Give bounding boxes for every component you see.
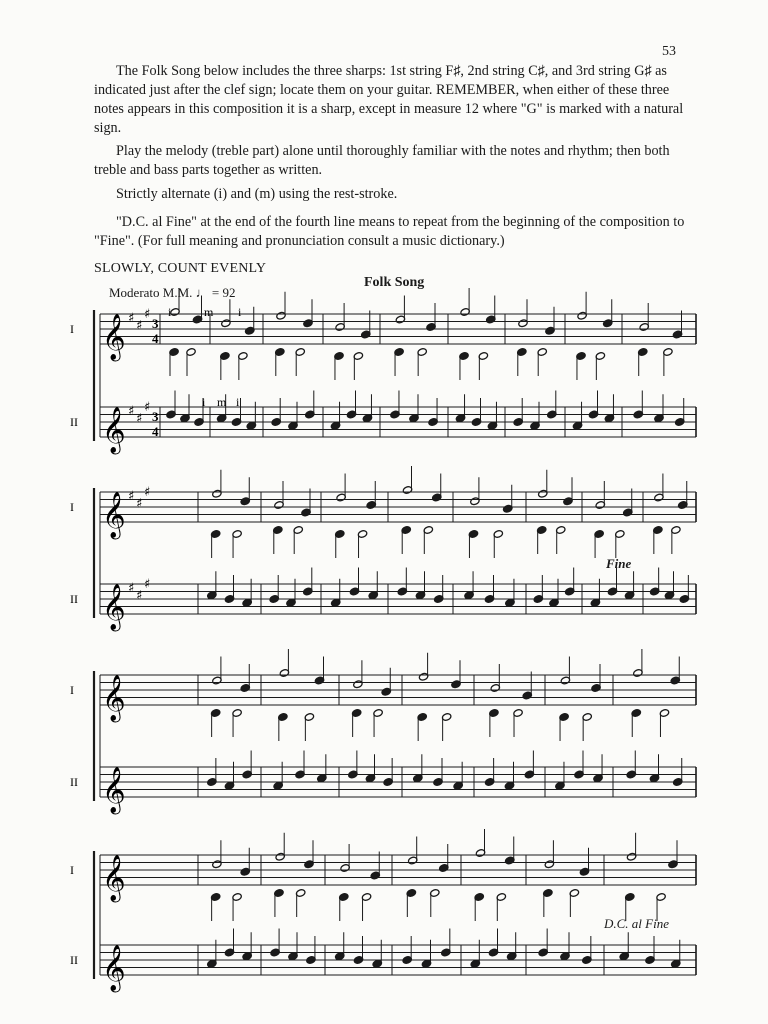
sharp-icon: ♯ bbox=[144, 485, 151, 500]
fingering-mark: i bbox=[238, 305, 242, 319]
sharp-icon: ♯ bbox=[144, 577, 151, 592]
part-label: I bbox=[70, 863, 74, 877]
staff-system bbox=[70, 288, 696, 455]
sharp-icon: ♯ bbox=[136, 318, 143, 334]
sharp-icon: ♯ bbox=[128, 310, 135, 326]
part-label: I bbox=[70, 683, 74, 697]
sharp-icon: ♯ bbox=[136, 411, 143, 427]
time-signature-top: 3 bbox=[152, 409, 159, 424]
sharp-icon: ♯ bbox=[144, 307, 151, 322]
dc-al-fine-marking: D.C. al Fine bbox=[604, 916, 669, 931]
part-label: II bbox=[70, 953, 78, 967]
fine-marking: Fine bbox=[606, 556, 632, 571]
part-label: I bbox=[70, 500, 74, 514]
fingering-mark: m bbox=[204, 305, 214, 319]
treble-clef-icon: 𝄞 bbox=[102, 767, 126, 813]
part-label: II bbox=[70, 592, 78, 606]
staff-system bbox=[70, 466, 696, 632]
sharp-icon: ♯ bbox=[128, 488, 135, 504]
sharp-icon: ♯ bbox=[128, 580, 135, 596]
treble-clef-icon: 𝄞 bbox=[102, 492, 126, 538]
page-number: 53 bbox=[662, 44, 676, 59]
sharp-icon: ♯ bbox=[136, 588, 143, 604]
treble-clef-icon: 𝄞 bbox=[102, 314, 126, 360]
part-label: II bbox=[70, 775, 78, 789]
song-title: Folk Song bbox=[364, 275, 425, 290]
instruction-paragraph-dc-al-fine: "D.C. al Fine" at the end of the fourth line means to repeat from the beginning of the composition to "Fine". (For full meaning and pronunciation consult a music dictionary.) bbox=[94, 214, 685, 249]
fingering-mark: i bbox=[168, 305, 172, 319]
time-signature-bottom: 4 bbox=[152, 331, 159, 346]
instruction-paragraph-sharps: The Folk Song below includes the three sharps: 1st string F♯, 2nd string C♯, and 3rd string G♯ as indicated just after the clef sign; locate them on your guitar. REMEMBER, when either of these three notes appears in this composition it is a sharp, except in measure 12 where "G" is marked with a natural sign. bbox=[94, 63, 684, 136]
staff-system bbox=[70, 649, 696, 815]
sharp-icon: ♯ bbox=[128, 403, 135, 419]
time-signature-bottom: 4 bbox=[152, 424, 159, 439]
metronome-marking: Moderato M.M. ♩ = 92 bbox=[109, 285, 236, 300]
treble-clef-icon: 𝄞 bbox=[102, 675, 126, 721]
sharp-icon: ♯ bbox=[136, 496, 143, 512]
instruction-paragraph-practice: Play the melody (treble part) alone until thoroughly familiar with the notes and rhythm; then both treble and bass parts together as written. bbox=[94, 143, 670, 178]
staff-system bbox=[70, 829, 696, 993]
treble-clef-icon: 𝄞 bbox=[102, 945, 126, 991]
tempo-marking: SLOWLY, COUNT EVENLY bbox=[94, 261, 267, 276]
fingering-mark: i bbox=[202, 395, 206, 409]
treble-clef-icon: 𝄞 bbox=[102, 855, 126, 901]
fingering-mark: i bbox=[236, 395, 240, 409]
part-label: II bbox=[70, 415, 78, 429]
instruction-paragraph-strokes: Strictly alternate (i) and (m) using the rest-stroke. bbox=[116, 186, 398, 202]
fingering-mark: m bbox=[217, 395, 227, 409]
treble-clef-icon: 𝄞 bbox=[102, 584, 126, 630]
time-signature-top: 3 bbox=[152, 316, 159, 331]
treble-clef-icon: 𝄞 bbox=[102, 407, 126, 453]
part-label: I bbox=[70, 322, 74, 336]
sharp-icon: ♯ bbox=[144, 400, 151, 415]
